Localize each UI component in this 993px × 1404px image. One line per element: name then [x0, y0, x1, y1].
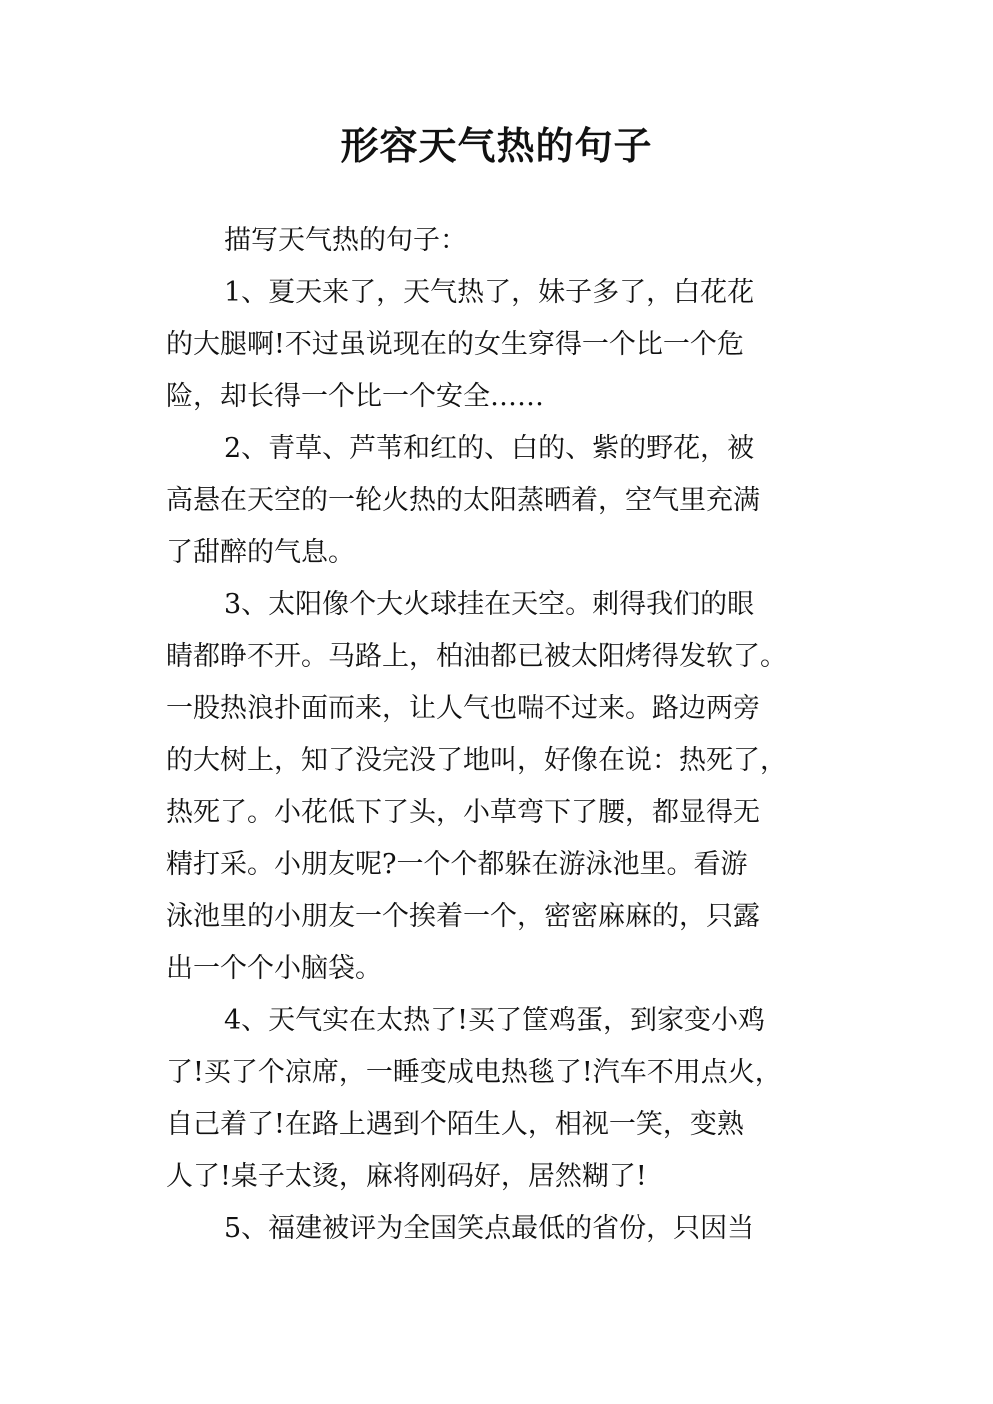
- paragraph-line: 了甜醉的气息。: [166, 537, 355, 568]
- paragraph-line: 描写天气热的句子：: [224, 225, 467, 256]
- paragraph-line: 出一个个小脑袋。: [166, 953, 382, 984]
- paragraph-line: 人了!桌子太烫，麻将刚码好，居然糊了!: [166, 1161, 647, 1192]
- paragraph-line: 5、福建被评为全国笑点最低的省份，只因当: [224, 1213, 755, 1244]
- paragraph-line: 1、夏天来了，天气热了，妹子多了，白花花: [224, 277, 755, 308]
- paragraph-intro: [166, 215, 846, 267]
- paragraph-line: 4、天气实在太热了!买了筐鸡蛋，到家变小鸡: [224, 1005, 766, 1036]
- paragraph-line: 睛都睁不开。马路上，柏油都已被太阳烤得发软了。: [166, 641, 787, 672]
- page-title: 形容天气热的句子: [340, 124, 653, 168]
- document-body: [166, 215, 846, 1255]
- paragraph-line: 精打采。小朋友呢?一个个都躲在游泳池里。看游: [166, 849, 748, 880]
- paragraph-item-5: [166, 1203, 846, 1255]
- paragraph-line: 一股热浪扑面而来，让人气也喘不过来。路边两旁: [166, 693, 760, 724]
- paragraph-line: 高悬在天空的一轮火热的太阳蒸晒着，空气里充满: [166, 485, 760, 516]
- paragraph-line: 3、太阳像个大火球挂在天空。刺得我们的眼: [224, 589, 755, 620]
- paragraph-line: 泳池里的小朋友一个挨着一个，密密麻麻的，只露: [166, 901, 760, 932]
- paragraph-line: 热死了。小花低下了头，小草弯下了腰，都显得无: [166, 797, 760, 828]
- paragraph-line: 的大树上，知了没完没了地叫，好像在说：热死了，: [166, 745, 787, 776]
- paragraph-item-4: [166, 995, 846, 1203]
- paragraph-item-2: [166, 423, 846, 579]
- paragraph-line: 自己着了!在路上遇到个陌生人，相视一笑，变熟: [166, 1109, 744, 1140]
- paragraph-item-3: [166, 579, 846, 995]
- paragraph-line: 险，却长得一个比一个安全……: [166, 381, 544, 412]
- paragraph-line: 的大腿啊!不过虽说现在的女生穿得一个比一个危: [166, 329, 744, 360]
- paragraph-line: 2、青草、芦苇和红的、白的、紫的野花，被: [224, 433, 755, 464]
- paragraph-line: 了!买了个凉席，一睡变成电热毯了!汽车不用点火，: [166, 1057, 782, 1088]
- paragraph-item-1: [166, 267, 846, 423]
